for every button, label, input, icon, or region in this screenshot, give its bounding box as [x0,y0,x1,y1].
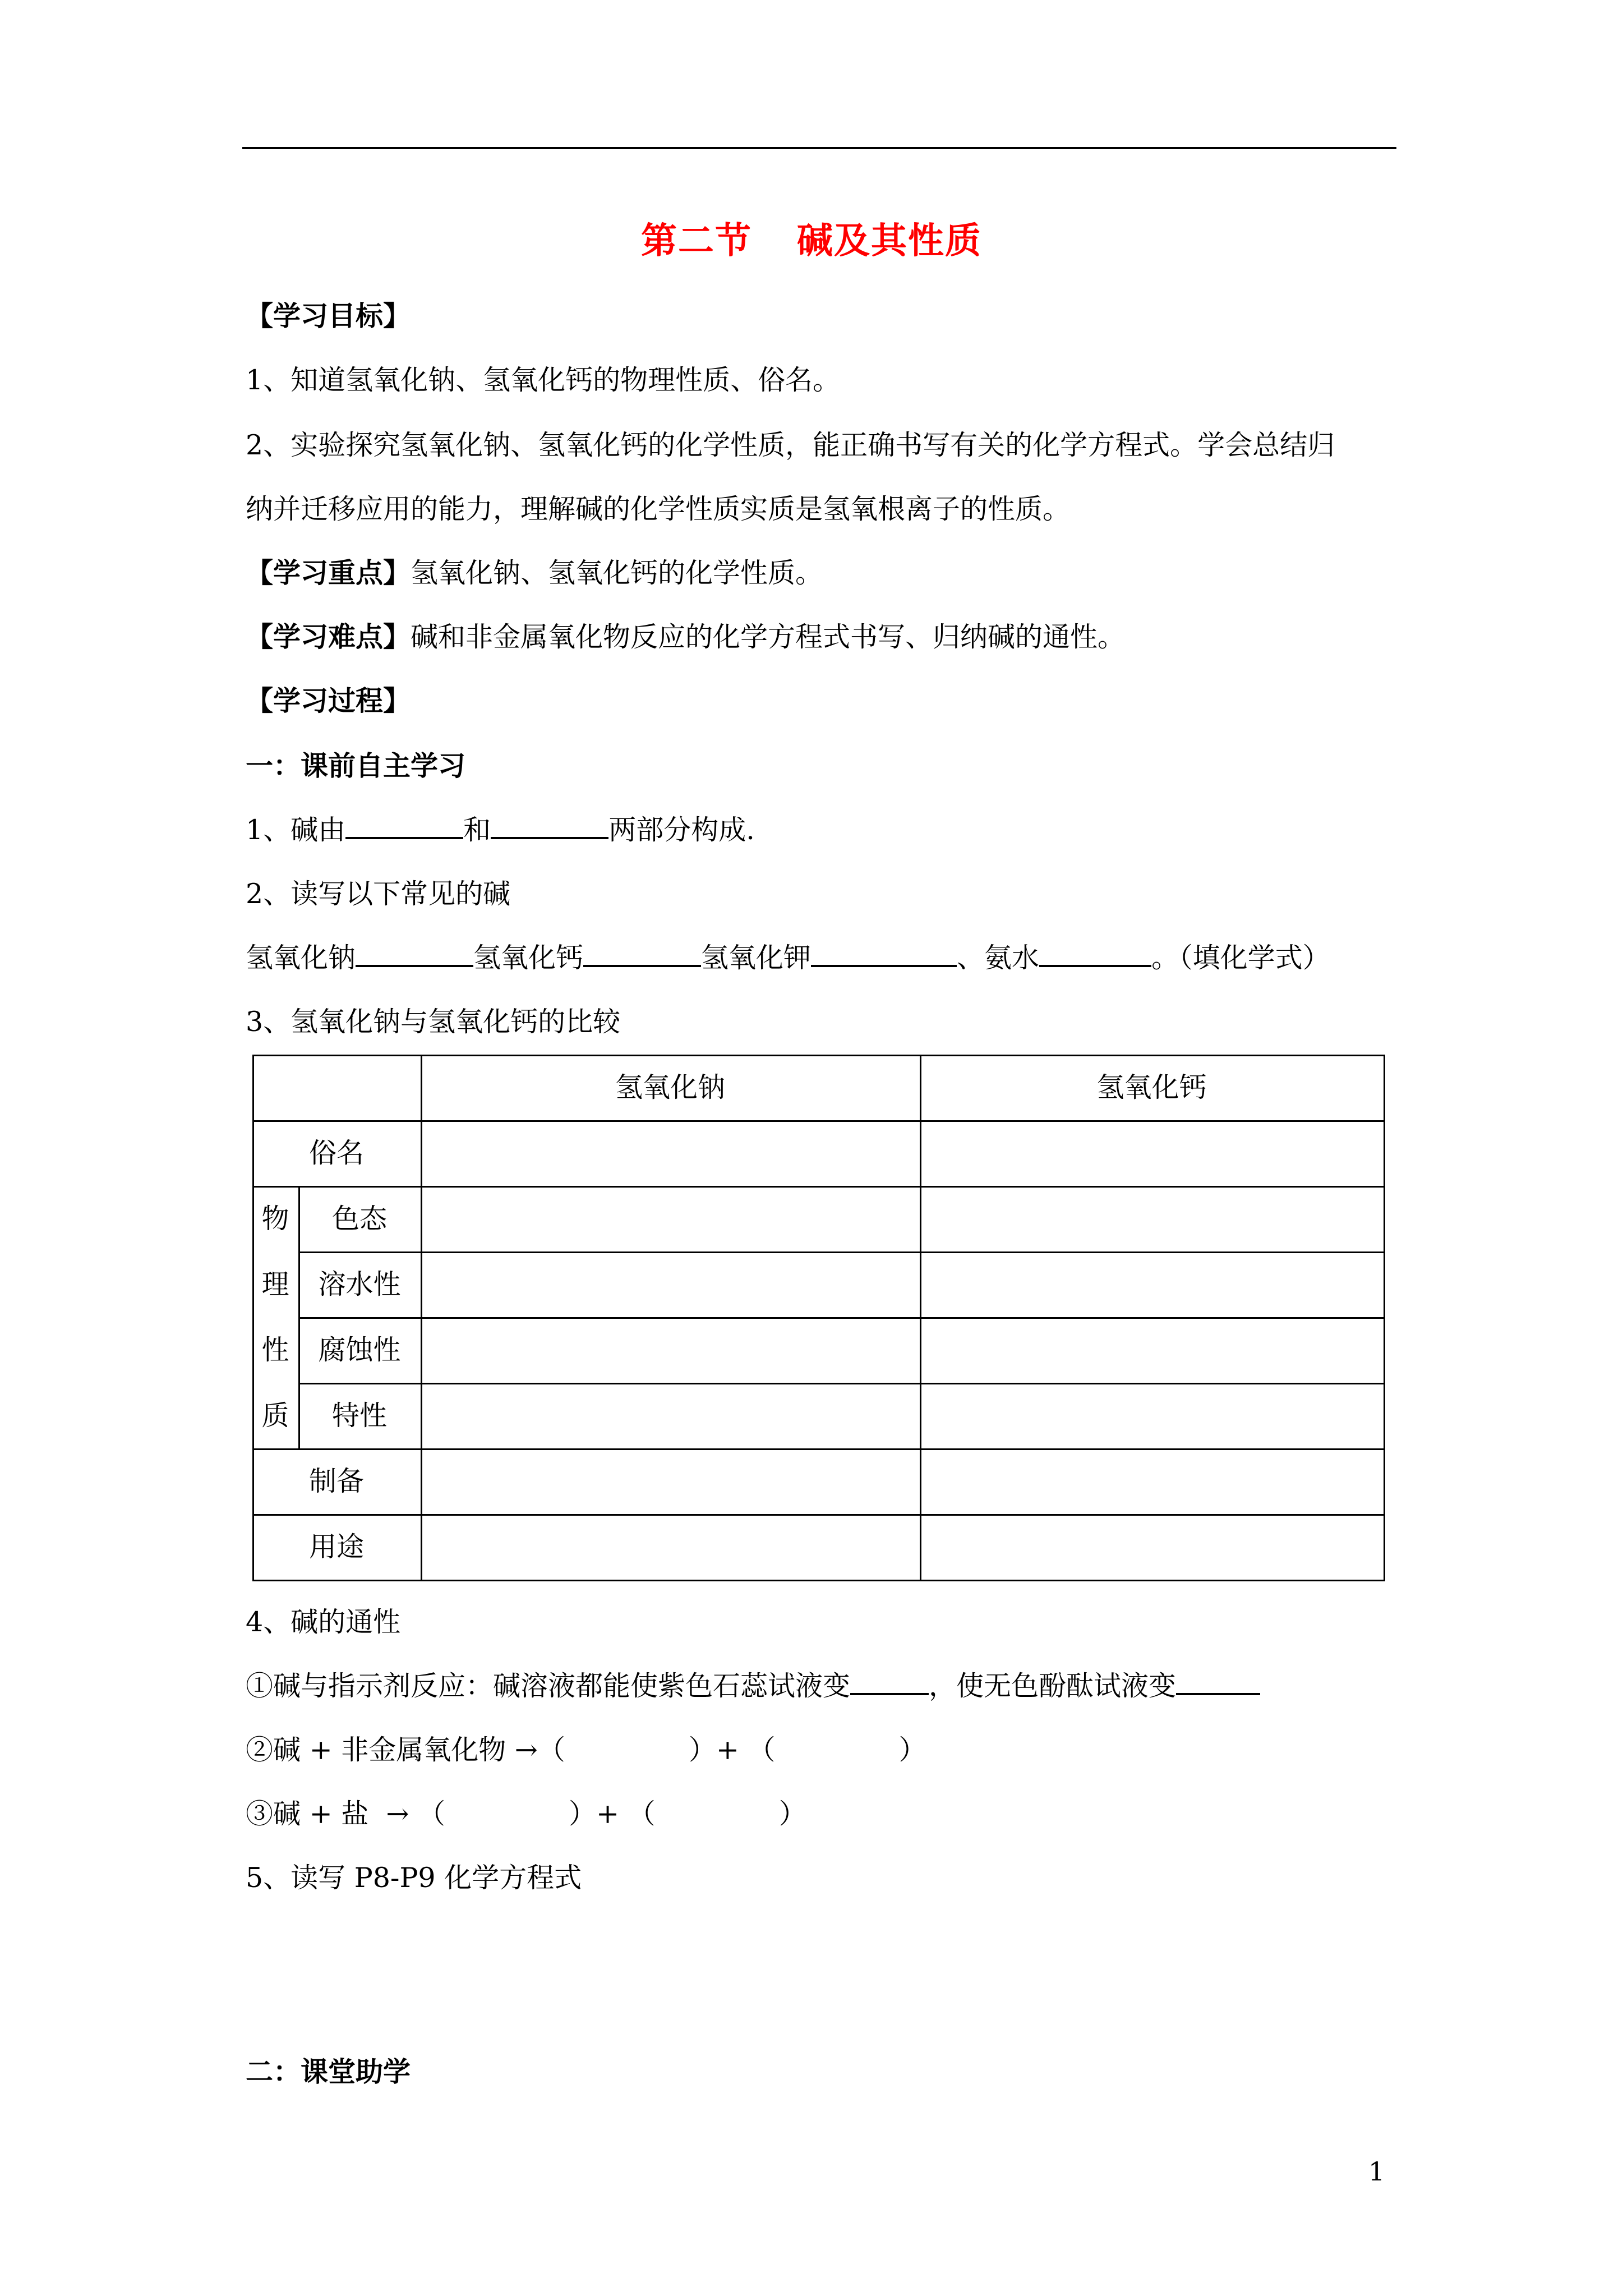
title-topic: 碱及其性质 [797,220,982,262]
q4-2-paren-close-1: ）+ [688,1734,739,1766]
key-points-label: 【学习重点】 [246,557,411,589]
table-header-caoh2: 氢氧化钙 [1096,1071,1207,1103]
table-group-label-2: 理 [261,1268,289,1300]
q4-2-paren-close-2: ） [898,1734,926,1766]
q1-blank-1[interactable] [345,808,463,839]
arrow-icon: → [386,1798,409,1830]
objective-item-2-line-2: 纳并迁移应用的能力，理解碱的化学性质实质是氢氧根离子的性质。 [246,493,1071,525]
table-row-color-state: 色态 [331,1203,387,1235]
q4-3-paren-close-1: ）+ [569,1798,620,1830]
q4-3-paren-open-1: （ [418,1798,446,1830]
q4-2-paren-open-1: （ [537,1734,565,1766]
key-points-text: 氢氧化钠、氢氧化钙的化学性质。 [411,557,823,589]
q2-blank-koh[interactable] [811,936,957,967]
q2-item-ammonia: 、氨水 [957,942,1040,974]
q2-item-caoh2: 氢氧化钙 [473,942,584,974]
question-5: 5、读写 P8-P9 化学方程式 [246,1862,582,1894]
question-2: 2、读写以下常见的碱 [246,878,511,910]
q2-blank-caoh2[interactable] [583,936,701,967]
q1-prefix: 1、碱由 [246,814,346,846]
q1-suffix: 两部分构成. [608,814,755,846]
difficulties-label: 【学习难点】 [246,621,411,653]
question-1 [246,808,755,853]
table-header-naoh: 氢氧化钠 [615,1071,725,1103]
table-row-solubility: 溶水性 [318,1268,401,1300]
q4-3-text: ③碱 + 盐 [246,1798,369,1830]
difficulties-text: 碱和非金属氧化物反应的化学方程式书写、归纳碱的通性。 [411,621,1126,653]
table-group-label-4: 质 [261,1400,289,1432]
objectives-heading: 【学习目标】 [246,300,411,332]
table-row-preparation: 制备 [308,1465,364,1497]
arrow-icon: → [514,1734,538,1766]
q1-mid: 和 [463,814,491,846]
question-4-3 [246,1792,806,1837]
table-row-common-name: 俗名 [308,1137,364,1169]
objective-item-1: 1、知道氢氧化钠、氢氧化钙的物理性质、俗名。 [246,364,841,396]
objective-item-2-line-1: 2、实验探究氢氧化钠、氢氧化钙的化学性质，能正确书写有关的化学方程式。学会总结归 [246,429,1335,461]
q4-1-blank-phenolphthalein[interactable] [1176,1664,1260,1695]
question-2-items [246,936,1330,981]
section1-heading: 一：课前自主学习 [246,750,466,782]
table-group-label-1: 物 [261,1203,289,1235]
q2-note: 。（填化学式） [1151,942,1330,974]
q4-1-blank-litmus[interactable] [850,1664,929,1695]
table-row-uses: 用途 [308,1531,364,1563]
title-section-number: 第二节 [641,220,752,262]
q4-3-paren-open-2: （ [628,1798,656,1830]
q2-blank-naoh[interactable] [356,936,473,967]
q2-item-naoh: 氢氧化钠 [246,942,356,974]
q2-blank-ammonia[interactable] [1039,936,1151,967]
table-group-label-3: 性 [261,1334,289,1366]
page-title [0,213,1623,269]
comparison-table [252,1055,1385,1582]
process-heading: 【学习过程】 [246,685,411,717]
table-row-corrosiveness: 腐蚀性 [318,1334,401,1366]
key-points [246,551,823,596]
question-4: 4、碱的通性 [246,1606,401,1638]
q4-3-paren-close-2: ） [778,1798,806,1830]
q4-2-paren-open-2: （ [748,1734,776,1766]
q1-blank-2[interactable] [491,808,608,839]
table-row-special-property: 特性 [331,1400,387,1432]
q4-1-text-2: ，使无色酚酞试液变 [929,1670,1177,1702]
q4-2-text: ②碱 + 非金属氧化物 [246,1734,506,1766]
difficulties [246,615,1125,660]
page-number: 1 [1368,2156,1385,2187]
question-3: 3、氢氧化钠与氢氧化钙的比较 [246,1006,621,1038]
header-rule [242,147,1396,149]
section2-heading: 二：课堂助学 [246,2056,411,2088]
q2-item-koh: 氢氧化钾 [701,942,811,974]
question-4-2 [246,1728,926,1773]
question-4-1 [246,1664,1260,1709]
q4-1-text: ①碱与指示剂反应：碱溶液都能使紫色石蕊试液变 [246,1670,851,1702]
